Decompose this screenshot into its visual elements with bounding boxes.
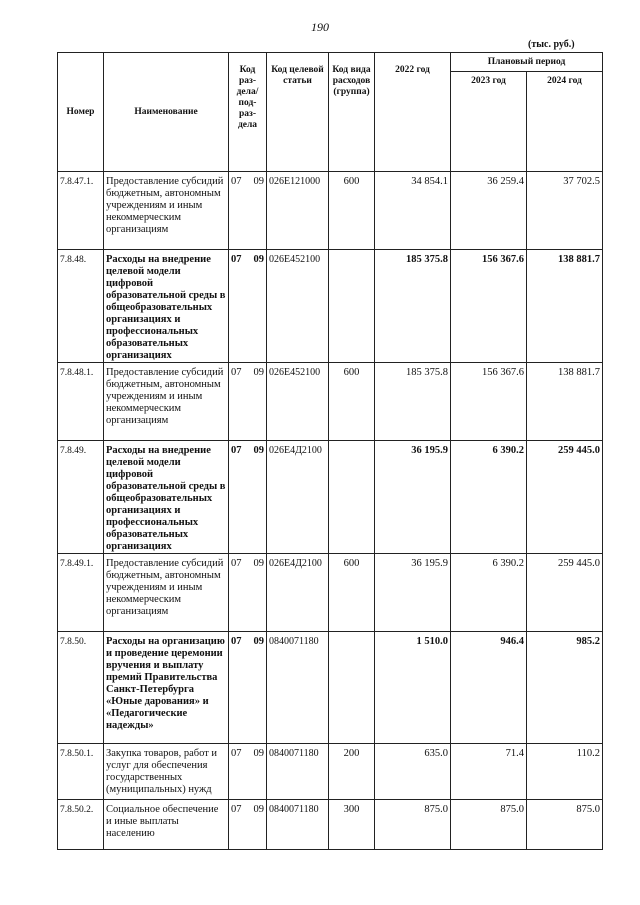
units-label: (тыс. руб.)	[528, 39, 575, 50]
row-section-code: 07	[231, 804, 242, 815]
header-2024: 2024 год	[527, 72, 603, 172]
row-expense-type	[329, 632, 375, 744]
row-name: Предоставление субсидий бюджетным, автономным учреждениям и иным некоммерческим организациям	[104, 172, 229, 250]
row-target: 026E452100	[267, 250, 329, 363]
row-subsection-code: 09	[253, 367, 264, 378]
row-target: 026E452100	[267, 363, 329, 441]
row-section	[229, 554, 267, 632]
row-amount-2023: 6 390.2	[451, 441, 527, 554]
row-expense-type	[329, 250, 375, 363]
row-amount-2022: 185 375.8	[375, 250, 451, 363]
row-number: 7.8.50.1.	[58, 744, 104, 800]
row-amount-2022: 185 375.8	[375, 363, 451, 441]
budget-table	[57, 52, 603, 850]
row-amount-2024: 138 881.7	[527, 363, 603, 441]
row-subsection-code: 09	[253, 445, 264, 456]
row-amount-2024: 110.2	[527, 744, 603, 800]
row-section-code: 07	[231, 558, 242, 569]
row-section	[229, 632, 267, 744]
row-target: 0840071180	[267, 800, 329, 850]
header-2023: 2023 год	[451, 72, 527, 172]
row-number: 7.8.49.1.	[58, 554, 104, 632]
row-section-code: 07	[231, 367, 242, 378]
row-target: 026E4Д2100	[267, 441, 329, 554]
table-row	[58, 554, 603, 632]
row-subsection-code: 09	[253, 636, 264, 647]
row-expense-type: 600	[329, 172, 375, 250]
row-number: 7.8.48.1.	[58, 363, 104, 441]
row-section-code: 07	[231, 636, 242, 647]
header-target: Код целевой статьи	[267, 53, 329, 172]
row-section	[229, 250, 267, 363]
row-amount-2022: 36 195.9	[375, 441, 451, 554]
row-amount-2023: 156 367.6	[451, 250, 527, 363]
row-subsection-code: 09	[253, 748, 264, 759]
row-name: Закупка товаров, работ и услуг для обеспечения государственных (муниципальных) нужд	[104, 744, 229, 800]
row-amount-2023: 36 259.4	[451, 172, 527, 250]
table-row	[58, 632, 603, 744]
row-section-code: 07	[231, 254, 242, 265]
row-amount-2022: 875.0	[375, 800, 451, 850]
row-target: 026E4Д2100	[267, 554, 329, 632]
row-amount-2023: 946.4	[451, 632, 527, 744]
table-row	[58, 363, 603, 441]
row-number: 7.8.49.	[58, 441, 104, 554]
row-name: Предоставление субсидий бюджетным, автономным учреждениям и иным некоммерческим организациям	[104, 363, 229, 441]
header-2022: 2022 год	[375, 53, 451, 172]
row-number: 7.8.50.2.	[58, 800, 104, 850]
row-subsection-code: 09	[253, 176, 264, 187]
row-number: 7.8.47.1.	[58, 172, 104, 250]
row-section	[229, 800, 267, 850]
row-amount-2024: 37 702.5	[527, 172, 603, 250]
row-amount-2023: 156 367.6	[451, 363, 527, 441]
row-name: Социальное обеспечение и иные выплаты населению	[104, 800, 229, 850]
row-amount-2022: 1 510.0	[375, 632, 451, 744]
row-amount-2024: 259 445.0	[527, 554, 603, 632]
row-expense-type: 300	[329, 800, 375, 850]
row-amount-2022: 635.0	[375, 744, 451, 800]
row-subsection-code: 09	[253, 804, 264, 815]
row-section-code: 07	[231, 445, 242, 456]
table-row	[58, 441, 603, 554]
row-section-code: 07	[231, 176, 242, 187]
row-amount-2024: 259 445.0	[527, 441, 603, 554]
row-target: 0840071180	[267, 632, 329, 744]
row-name: Расходы на внедрение целевой модели цифровой образовательной среды в общеобразовательных организациях и профессиональных образовательных организациях	[104, 441, 229, 554]
row-amount-2024: 138 881.7	[527, 250, 603, 363]
header-planning: Плановый период	[451, 53, 603, 72]
row-expense-type: 600	[329, 554, 375, 632]
row-amount-2023: 6 390.2	[451, 554, 527, 632]
row-name: Предоставление субсидий бюджетным, автономным учреждениям и иным некоммерческим организациям	[104, 554, 229, 632]
row-expense-type: 600	[329, 363, 375, 441]
row-section-code: 07	[231, 748, 242, 759]
table-row	[58, 800, 603, 850]
row-expense-type: 200	[329, 744, 375, 800]
row-expense-type	[329, 441, 375, 554]
row-amount-2022: 36 195.9	[375, 554, 451, 632]
row-number: 7.8.50.	[58, 632, 104, 744]
row-section	[229, 363, 267, 441]
row-amount-2024: 985.2	[527, 632, 603, 744]
row-section	[229, 441, 267, 554]
row-amount-2024: 875.0	[527, 800, 603, 850]
table-row	[58, 172, 603, 250]
row-number: 7.8.48.	[58, 250, 104, 363]
row-subsection-code: 09	[253, 558, 264, 569]
row-name: Расходы на внедрение целевой модели цифровой образовательной среды в общеобразовательных организациях и профессиональных образовательных организациях	[104, 250, 229, 363]
page-number: 190	[311, 20, 329, 34]
row-amount-2023: 875.0	[451, 800, 527, 850]
table-row	[58, 744, 603, 800]
header-name: Наименование	[104, 53, 229, 172]
row-subsection-code: 09	[253, 254, 264, 265]
table-row	[58, 250, 603, 363]
header-expense-type: Код вида расходов (группа)	[329, 53, 375, 172]
row-amount-2023: 71.4	[451, 744, 527, 800]
row-target: 0840071180	[267, 744, 329, 800]
header-number: Номер	[58, 53, 104, 172]
row-section	[229, 172, 267, 250]
header-section: Код раз-дела/ под-раз-дела	[229, 53, 267, 172]
row-section	[229, 744, 267, 800]
row-target: 026E121000	[267, 172, 329, 250]
row-name: Расходы на организацию и проведение церемонии вручения и выплату премий Правительства Санкт-Петербурга «Юные дарования» и «Педагогические надежды»	[104, 632, 229, 744]
row-amount-2022: 34 854.1	[375, 172, 451, 250]
